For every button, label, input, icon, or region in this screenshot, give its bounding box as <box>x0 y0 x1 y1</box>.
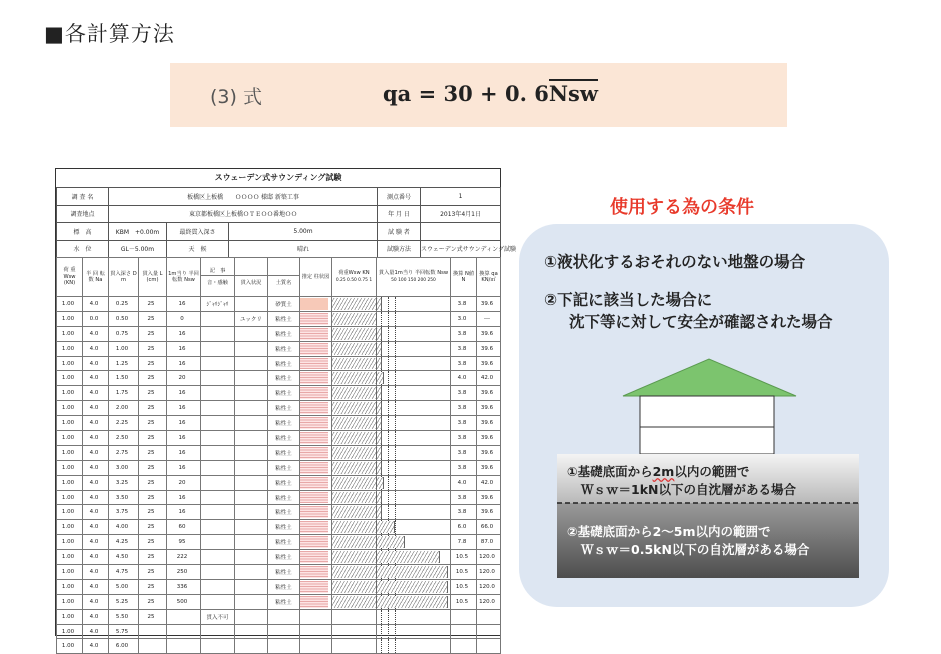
cell-wsw: 1.00 <box>57 341 83 356</box>
formula-label: (3) 式 <box>210 86 262 108</box>
cell-n: 3.8 <box>451 460 477 475</box>
cell-penetration: 25 <box>139 579 167 594</box>
cell-penetration: 25 <box>139 594 167 609</box>
info-label: 調査地点 <box>57 205 109 223</box>
cell-soil: 粘性土 <box>268 460 300 475</box>
info-label: 標 高 <box>57 223 109 241</box>
header-depth: 貫入深さ D m <box>109 258 139 297</box>
cell-soil: 粘性土 <box>268 401 300 416</box>
cell-soil: 粘性土 <box>268 535 300 550</box>
cell-n: 6.0 <box>451 520 477 535</box>
cell-qa: 87.0 <box>477 535 501 550</box>
cell-nsw: 16 <box>167 297 201 312</box>
cell-soil: 粘性土 <box>268 594 300 609</box>
cell-na: 4.0 <box>83 445 109 460</box>
cell-na: 0.0 <box>83 311 109 326</box>
cell-nsw: 60 <box>167 520 201 535</box>
layer-2-text-line2: Ｗｓｗ＝0.5kN以下の自沈層がある場合 <box>581 542 810 557</box>
cell-depth: 0.75 <box>109 326 139 341</box>
cell-qa: 42.0 <box>477 475 501 490</box>
formula-lhs: qa <box>383 81 412 106</box>
condition-2: ②下記に該当した場合に <box>544 291 713 309</box>
cell-depth: 1.25 <box>109 356 139 371</box>
cell-penetration: 25 <box>139 431 167 446</box>
cell-qa: 39.6 <box>477 460 501 475</box>
cell-n: 3.8 <box>451 401 477 416</box>
cell-penetration: 25 <box>139 371 167 386</box>
cell-n: 4.0 <box>451 371 477 386</box>
cell-soil: 粘性土 <box>268 490 300 505</box>
cell-n: 3.8 <box>451 297 477 312</box>
cell-wsw: 1.00 <box>57 416 83 431</box>
header-nsw: 1m当り 半回転数 Nsw <box>167 258 201 297</box>
cell-soil: 粘性土 <box>268 371 300 386</box>
formula-rhs: = 30 + 0. 6 <box>411 81 549 106</box>
cell-depth: 6.00 <box>109 639 139 654</box>
cell-penetration: 25 <box>139 460 167 475</box>
info-value: 晴れ <box>229 240 378 258</box>
cell-na: 4.0 <box>83 326 109 341</box>
cell-na: 4.0 <box>83 550 109 565</box>
cell-depth: 4.25 <box>109 535 139 550</box>
info-label: 年 月 日 <box>378 205 421 223</box>
cell-qa: 39.6 <box>477 341 501 356</box>
cell-penetration: 25 <box>139 609 167 624</box>
cell-qa: 120.0 <box>477 550 501 565</box>
cell-na: 4.0 <box>83 579 109 594</box>
cell-depth: 1.50 <box>109 371 139 386</box>
cell-n: 10.5 <box>451 594 477 609</box>
cell-wsw: 1.00 <box>57 579 83 594</box>
cell-penetration: 25 <box>139 341 167 356</box>
cell-depth: 4.75 <box>109 565 139 580</box>
info-value: KBM +0.00m <box>109 223 167 241</box>
cell-wsw: 1.00 <box>57 639 83 654</box>
cell-depth: 4.50 <box>109 550 139 565</box>
cell-na: 4.0 <box>83 624 109 639</box>
cell-nsw: 0 <box>167 311 201 326</box>
cell-nsw: 16 <box>167 460 201 475</box>
cell-soil: 粘性土 <box>268 341 300 356</box>
cell-nsw: 16 <box>167 386 201 401</box>
house-wall-lower <box>640 427 774 454</box>
cell-na: 4.0 <box>83 594 109 609</box>
cell-nsw: 16 <box>167 490 201 505</box>
cell-n: 3.8 <box>451 386 477 401</box>
cell-penetration: 25 <box>139 565 167 580</box>
cell-qa: --- <box>477 311 501 326</box>
cell-depth: 5.75 <box>109 624 139 639</box>
cell-state: ユックリ <box>235 311 268 326</box>
header-penetration: 貫入量 L (cm) <box>139 258 167 297</box>
cell-na: 4.0 <box>83 535 109 550</box>
header-nsw-ticks: 50 100 150 200 250 <box>391 277 436 283</box>
cell-na: 4.0 <box>83 520 109 535</box>
cell-nsw: 16 <box>167 416 201 431</box>
cell-n: 10.5 <box>451 565 477 580</box>
cell-depth: 5.00 <box>109 579 139 594</box>
cell-n: 3.8 <box>451 356 477 371</box>
cell-depth: 1.00 <box>109 341 139 356</box>
cell-qa: 39.6 <box>477 386 501 401</box>
cell-penetration: 25 <box>139 356 167 371</box>
cell-n: 10.5 <box>451 579 477 594</box>
cell-nsw: 222 <box>167 550 201 565</box>
info-value: 1 <box>421 188 501 206</box>
cell-nsw: 336 <box>167 579 201 594</box>
cell-qa: 66.0 <box>477 520 501 535</box>
cell-na: 4.0 <box>83 386 109 401</box>
cell-wsw: 1.00 <box>57 609 83 624</box>
header-na: 半 回 転 数 Na <box>83 258 109 297</box>
layer-1-text-a: ①基礎底面から <box>567 464 653 479</box>
header-wsw-ticks: 0.25 0.50 0.75 1 <box>335 277 373 283</box>
header-sound-label: 音・感触 <box>207 279 228 286</box>
cell-depth: 2.00 <box>109 401 139 416</box>
cell-penetration: 25 <box>139 490 167 505</box>
sheet-title: スウェーデン式サウンディング試験 <box>56 169 500 188</box>
layer-2-text <box>567 523 809 559</box>
house-wall-upper <box>640 396 774 427</box>
cell-wsw: 1.00 <box>57 475 83 490</box>
cell-nsw: 16 <box>167 505 201 520</box>
cell-soil: 粘性土 <box>268 311 300 326</box>
cell-qa: 120.0 <box>477 565 501 580</box>
cell-na: 4.0 <box>83 356 109 371</box>
info-value: 東京都板橋区上板橋ＯＴＥＯＯ番地ＯＯ <box>109 205 378 223</box>
cell-nsw: 20 <box>167 475 201 490</box>
cell-n: 3.8 <box>451 490 477 505</box>
cell-n: 3.0 <box>451 311 477 326</box>
header-state-label: 貫入状況 <box>240 279 262 286</box>
cell-depth: 4.00 <box>109 520 139 535</box>
cell-soil: 砂質土 <box>268 297 300 312</box>
cell-wsw: 1.00 <box>57 431 83 446</box>
cell-sound: ｼﾞｬﾘｼﾞｬﾘ <box>201 297 235 312</box>
cell-nsw: 95 <box>167 535 201 550</box>
header-n: 換算 N値 N <box>451 258 477 297</box>
cell-nsw: 16 <box>167 326 201 341</box>
info-label: 最終貫入深さ <box>167 223 229 241</box>
cell-n: 3.8 <box>451 341 477 356</box>
info-label: 天 候 <box>167 240 229 258</box>
cell-penetration: 25 <box>139 311 167 326</box>
cell-wsw: 1.00 <box>57 460 83 475</box>
cell-n: 10.5 <box>451 550 477 565</box>
cell-depth: 2.75 <box>109 445 139 460</box>
cell-qa: 39.6 <box>477 356 501 371</box>
section-heading: ■各計算方法 <box>44 22 175 46</box>
layer-1-text-line2: Ｗｓｗ＝1kN以下の自沈層がある場合 <box>581 482 796 497</box>
cell-wsw: 1.00 <box>57 624 83 639</box>
cell-wsw: 1.00 <box>57 297 83 312</box>
cell-nsw: 16 <box>167 356 201 371</box>
cell-qa: 39.6 <box>477 431 501 446</box>
condition-1: ①液状化するおそれのない地盤の場合 <box>544 253 806 271</box>
house-roof <box>623 359 796 396</box>
cell-penetration: 25 <box>139 475 167 490</box>
cell-wsw: 1.00 <box>57 311 83 326</box>
cell-wsw: 1.00 <box>57 326 83 341</box>
cell-depth: 0.25 <box>109 297 139 312</box>
cell-penetration: 25 <box>139 386 167 401</box>
cell-na: 4.0 <box>83 416 109 431</box>
cell-penetration: 25 <box>139 535 167 550</box>
cell-penetration: 25 <box>139 416 167 431</box>
cell-penetration: 25 <box>139 520 167 535</box>
cell-qa: 39.6 <box>477 490 501 505</box>
cell-penetration: 25 <box>139 401 167 416</box>
cell-qa: 39.6 <box>477 401 501 416</box>
layer-1-text <box>567 463 796 499</box>
header-column: 推定 柱状図 <box>300 258 332 297</box>
cell-depth: 3.75 <box>109 505 139 520</box>
cell-sound: 貫入不可 <box>201 609 235 624</box>
cell-na: 4.0 <box>83 565 109 580</box>
cell-soil: 粘性土 <box>268 565 300 580</box>
layer-1-text-underlined: 2m <box>652 464 675 479</box>
cell-n: 3.8 <box>451 505 477 520</box>
info-label: 試験方法 <box>378 240 421 258</box>
cell-na: 4.0 <box>83 371 109 386</box>
cell-nsw: 250 <box>167 565 201 580</box>
cell-wsw: 1.00 <box>57 401 83 416</box>
cell-qa: 39.6 <box>477 297 501 312</box>
cell-wsw: 1.00 <box>57 356 83 371</box>
cell-nsw: 16 <box>167 431 201 446</box>
cell-na: 4.0 <box>83 460 109 475</box>
info-label: 水 位 <box>57 240 109 258</box>
cell-soil: 粘性土 <box>268 326 300 341</box>
cell-qa: 39.6 <box>477 416 501 431</box>
layer-2-text-line1: ②基礎底面から2～5m以内の範囲で <box>567 524 771 539</box>
cell-soil: 粘性土 <box>268 520 300 535</box>
cell-n: 3.8 <box>451 416 477 431</box>
cell-penetration: 25 <box>139 505 167 520</box>
cell-qa: 39.6 <box>477 505 501 520</box>
header-wsw: 荷 重 Wsw (KN) <box>57 258 83 297</box>
cell-depth: 3.00 <box>109 460 139 475</box>
cell-depth: 3.50 <box>109 490 139 505</box>
cell-soil: 粘性土 <box>268 416 300 431</box>
header-wsw-chart-label: 荷重Wsw KN <box>338 270 370 276</box>
header-kiji: 記 事 <box>201 268 234 276</box>
cell-penetration: 25 <box>139 445 167 460</box>
cell-na: 4.0 <box>83 609 109 624</box>
cell-wsw: 1.00 <box>57 565 83 580</box>
cell-qa: 120.0 <box>477 579 501 594</box>
cell-qa: 120.0 <box>477 594 501 609</box>
cell-na: 4.0 <box>83 639 109 654</box>
cell-nsw: 500 <box>167 594 201 609</box>
cell-wsw: 1.00 <box>57 386 83 401</box>
cell-depth: 1.75 <box>109 386 139 401</box>
cell-depth: 0.50 <box>109 311 139 326</box>
cell-n: 3.8 <box>451 326 477 341</box>
cell-qa: 39.6 <box>477 445 501 460</box>
cell-penetration: 25 <box>139 297 167 312</box>
conditions-title: 使用する為の条件 <box>610 197 754 218</box>
cell-nsw: 16 <box>167 445 201 460</box>
cell-depth: 3.25 <box>109 475 139 490</box>
cell-qa: 39.6 <box>477 326 501 341</box>
cell-nsw: 16 <box>167 341 201 356</box>
cell-na: 4.0 <box>83 401 109 416</box>
info-label: 調 査 名 <box>57 188 109 206</box>
cell-depth: 5.50 <box>109 609 139 624</box>
cell-n: 4.0 <box>451 475 477 490</box>
cell-penetration: 25 <box>139 326 167 341</box>
cell-wsw: 1.00 <box>57 520 83 535</box>
cell-soil: 粘性土 <box>268 386 300 401</box>
cell-qa: 42.0 <box>477 371 501 386</box>
cell-depth: 5.25 <box>109 594 139 609</box>
cell-wsw: 1.00 <box>57 594 83 609</box>
cell-soil: 粘性土 <box>268 579 300 594</box>
cell-soil: 粘性土 <box>268 356 300 371</box>
info-value: 5.00m <box>229 223 378 241</box>
cell-na: 4.0 <box>83 475 109 490</box>
header-soil-label: 土質名 <box>275 279 292 286</box>
header-qa-unit: KN/㎡ <box>481 277 496 283</box>
info-value: 2013年4月1日 <box>421 205 501 223</box>
cell-soil: 粘性土 <box>268 505 300 520</box>
cell-soil: 粘性土 <box>268 475 300 490</box>
formula-sqrt-arg: Nsw <box>548 81 598 106</box>
cell-na: 4.0 <box>83 297 109 312</box>
cell-nsw: 20 <box>167 371 201 386</box>
header-nsw-chart-label: 貫入量1m当り 半回転数 Nsw <box>378 270 449 276</box>
cell-wsw: 1.00 <box>57 535 83 550</box>
cell-n: 3.8 <box>451 445 477 460</box>
info-label: 測点番号 <box>378 188 421 206</box>
cell-na: 4.0 <box>83 341 109 356</box>
cell-penetration: 25 <box>139 550 167 565</box>
cell-wsw: 1.00 <box>57 371 83 386</box>
header-qa-label: 換算 qa <box>479 270 498 277</box>
cell-depth: 2.50 <box>109 431 139 446</box>
cell-depth: 2.25 <box>109 416 139 431</box>
cell-wsw: 1.00 <box>57 550 83 565</box>
info-value: GL－5.00m <box>109 240 167 258</box>
cell-wsw: 1.00 <box>57 505 83 520</box>
cell-n: 7.8 <box>451 535 477 550</box>
info-label: 試 験 者 <box>378 223 421 241</box>
cell-n: 3.8 <box>451 431 477 446</box>
info-value: 板橋区上板橋 ＯＯＯＯ 様邸 新築工事 <box>109 188 378 206</box>
info-value: スウェーデン式サウンディング試験 <box>421 240 501 258</box>
cell-soil: 粘性土 <box>268 431 300 446</box>
condition-2-detail: 沈下等に対して安全が確認された場合 <box>569 313 833 331</box>
cell-soil: 粘性土 <box>268 445 300 460</box>
cell-soil: 粘性土 <box>268 550 300 565</box>
cell-na: 4.0 <box>83 505 109 520</box>
cell-wsw: 1.00 <box>57 445 83 460</box>
cell-na: 4.0 <box>83 490 109 505</box>
cell-na: 4.0 <box>83 431 109 446</box>
cell-wsw: 1.00 <box>57 490 83 505</box>
layer-1-text-b: 以内の範囲で <box>674 464 750 479</box>
cell-nsw: 16 <box>167 401 201 416</box>
